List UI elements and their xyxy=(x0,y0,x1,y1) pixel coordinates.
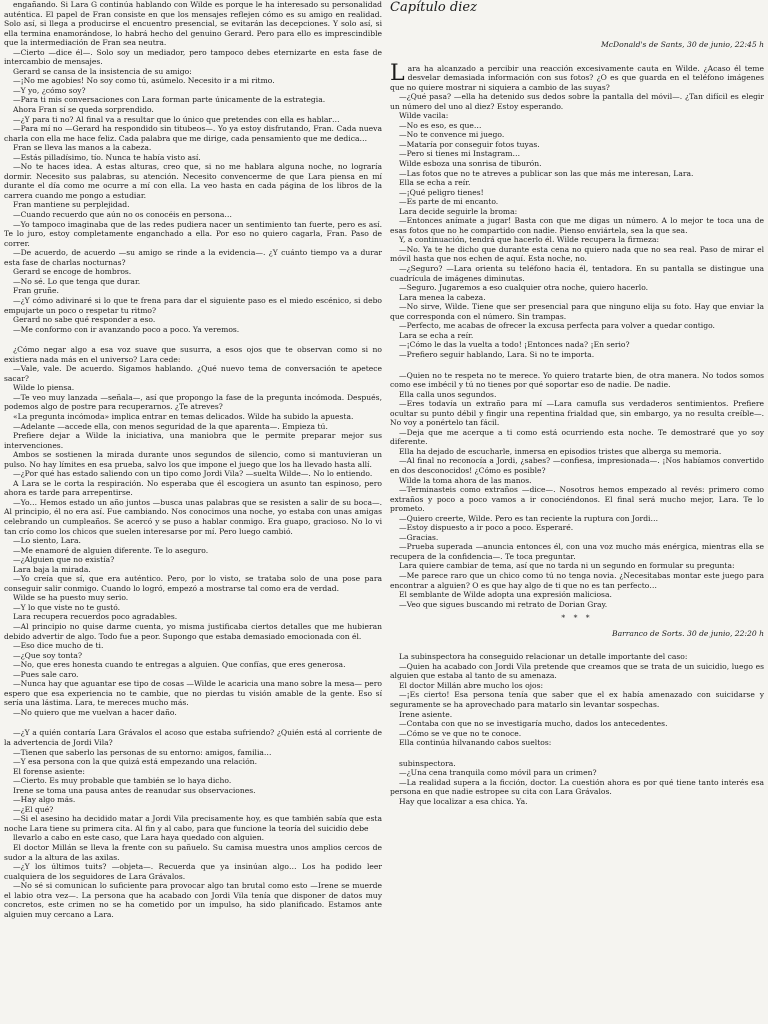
paragraph: Ella ha dejado de escucharle, inmersa en episodios tristes que alberga su memoria. xyxy=(399,446,722,456)
paragraph: —¿El qué? xyxy=(13,804,54,814)
paragraph: —De acuerdo, de acuerdo —su amigo se rinde a la evidencia—. ¿Y cuánto tiempo va a durar esta fase de charlas nocturnas? xyxy=(4,248,382,267)
paragraph: Wilde la toma ahora de las manos. xyxy=(399,475,532,485)
paragraph: —No sé. Lo que tenga que durar. xyxy=(13,276,141,286)
paragraph: —Nunca hay que aguantar ese tipo de cosas —Wilde le acaricia una mano sobre la mesa— pero espero que esa experiencia no te cambie, que no pierdas tu visión amable de la gente. Eso sí sería una lástima. Lara, te mereces mucho más. xyxy=(4,679,382,708)
paragraph: Ella continúa hilvanando cabos sueltos: xyxy=(399,738,552,748)
section-gap xyxy=(4,717,382,728)
paragraph: Ella se echa a reír. xyxy=(399,178,471,188)
paragraph: —Para ti mis conversaciones con Lara forman parte únicamente de la estrategia. xyxy=(13,95,326,105)
paragraph: —¿Y los últimos tuits? —objeta—. Recuerda que ya insinúan algo… Los ha podido leer cualquiera de los seguidores de Lara Grávalos. xyxy=(4,862,382,881)
paragraph: Gerard se cansa de la insistencia de su amigo: xyxy=(13,66,192,76)
section-gap xyxy=(4,334,382,345)
paragraph: Irene se toma una pausa antes de reanudar sus observaciones. xyxy=(13,785,256,795)
paragraph: —¡No me agobies! No soy como tú, asúmelo. Necesito ir a mi ritmo. xyxy=(13,76,275,86)
paragraph: —Deja que me acerque a ti como está ocurriendo esta noche. Te demostraré que yo soy diferente. xyxy=(390,427,764,447)
paragraph: El doctor Millán abre mucho los ojos: xyxy=(399,680,544,690)
paragraph: —No sé si comunican lo suficiente para provocar algo tan brutal como esto —Irene se muerde el labio otra vez—. La persona que ha acabado con Jordi Vila tenía que disponer de datos muy concretos, este crimen no se ha cometido por un impulso, ha sido planificado. Estamos ante alguien muy cercano a Lara. xyxy=(4,881,382,919)
paragraph: —Pues sale caro. xyxy=(13,669,79,679)
paragraph: —Al principio no quise darme cuenta, yo misma justificaba ciertos detalles que me hubieran debido advertir de algo. Todo fue a peor. Supongo que estaba demasiado emocionada con él. xyxy=(4,622,382,641)
paragraph: —Contaba con que no se investigaría mucho, dados los antecedentes. xyxy=(399,719,668,729)
paragraph: —¡Cómo le das la vuelta a todo! ¡Entonces nada? ¡En serio? xyxy=(399,340,630,350)
paragraph: —Hay algo más. xyxy=(13,795,76,805)
paragraph: Fran gruñe. xyxy=(13,286,59,296)
paragraph: Fran se lleva las manos a la cabeza. xyxy=(13,143,152,153)
paragraph: —Eres todavía un extraño para mí —Lara camufla sus verdaderos sentimientos. Prefiere ocultar su punto débil y fingir una repentina frialdad que, sin embargo, ya no resulta creíble—. No voy a ponértelo tan fácil. xyxy=(390,399,764,428)
paragraph: —Es parte de mi encanto. xyxy=(399,197,499,207)
paragraph: —¿Y cómo adivinaré si lo que te frena para dar el siguiente paso es el miedo escénico, si debo empujarte un poco o respetar tu ritmo? xyxy=(4,295,382,315)
scene-location-heading-2: Barranco de Sorts. 30 de junio, 22:20 h xyxy=(612,628,764,638)
paragraph: —No te haces idea. A estas alturas, creo que, si no me hablara alguna noche, no lograría dormir. Necesito sus palabras, su atención. Necesito convencerme de que Lara piensa en mí durante el día como me ocurre a mí con ella. La veo hasta en cada página de los libros de la carrera cuando me pongo a estudiar. xyxy=(4,162,382,200)
paragraph: —Quiero creerte, Wilde. Pero es tan reciente la ruptura con Jordi… xyxy=(399,513,659,523)
paragraph: Lara menea la cabeza. xyxy=(399,292,486,302)
paragraph: —Terminasteis como extraños —dice—. Nosotros hemos empezado al revés: primero como extraños y poco a poco vamos a ir conociéndonos. El final será mucho mejor, Lara. Te lo prometo. xyxy=(390,485,764,514)
paragraph: —Te veo muy lanzada —señala—, así que propongo la fase de la pregunta incómoda. Después, podemos algo de postre para recuperarnos. ¿Te atreves? xyxy=(4,392,382,412)
scene-location-heading: McDonald's de Sants, 30 de junio, 22:45 h xyxy=(601,40,764,49)
section-gap xyxy=(390,748,764,759)
paragraph: —Si el asesino ha decidido matar a Jordi Vila precisamente hoy, es que también sabía que esta noche Lara tiene su primera cita. Al fin y al cabo, para que funcione la teoría del suicidio debe xyxy=(4,814,382,833)
paragraph: —Al final no reconocía a Jordi, ¿sabes? —confiesa, impresionada—. ¡Nos habíamos convertido en dos desconocidos! ¿Cómo es posible? xyxy=(390,456,764,475)
paragraph: —Eso dice mucho de ti. xyxy=(13,641,104,651)
paragraph: —Perfecto, me acabas de ofrecer la excusa perfecta para volver a quedar contigo. xyxy=(399,321,715,331)
paragraph: El semblante de Wilde adopta una expresión maliciosa. xyxy=(399,590,612,600)
paragraph: Wilde vacila: xyxy=(399,111,449,121)
paragraph: subinspectora. xyxy=(399,758,456,768)
paragraph: —Me enamoré de alguien diferente. Te lo aseguro. xyxy=(13,545,209,555)
paragraph: —Yo creía que sí, que era auténtico. Pero, por lo visto, se trataba solo de una pose para conseguir salir conmigo. Cuando lo logró, empezó a mostrarse tal como era de verdad. xyxy=(4,574,382,593)
paragraph: —Lo siento, Lara. xyxy=(13,536,81,546)
paragraph: —¿Alguien que no existía? xyxy=(13,555,115,565)
paragraph: Ahora Fran sí se queda sorprendido. xyxy=(13,105,154,115)
paragraph: —Gracias. xyxy=(399,532,439,542)
paragraph: —¿Seguro? —Lara orienta su teléfono hacia él, tentadora. En su pantalla se distingue una cuadrícula de imágenes diminutas. xyxy=(390,264,764,283)
paragraph: Ella calla unos segundos. xyxy=(399,389,497,399)
paragraph: Wilde se ha puesto muy serio. xyxy=(13,593,129,603)
paragraph: —Quien ha acabado con Jordi Vila pretende que creamos que se trata de un suicidio, luego es alguien que estaba al tanto de su amenaza. xyxy=(390,661,764,681)
paragraph: —Me conformo con ir avanzando poco a poco. Ya veremos. xyxy=(13,324,240,334)
paragraph: —¿Qué pasa? —ella ha detenido sus dedos sobre la pantalla del móvil—. ¿Tan difícil es elegir un número del uno al diez? Estoy esperando. xyxy=(390,92,764,111)
paragraph: Lara baja la mirada. xyxy=(13,564,91,574)
paragraph: —Estoy dispuesto a ir poco a poco. Esperaré. xyxy=(399,523,574,533)
paragraph: —Yo tampoco imaginaba que de las redes pudiera nacer un sentimiento tan fuerte, pero es así. Te lo juro, estoy completamente enganchado a ella. Por eso no quiero cagarla, Fran. Paso de correr. xyxy=(4,219,382,248)
paragraph: Ambos se sostienen la mirada durante unos segundos de silencio, como si mantuvieran un pulso. No hay límites en esa prueba, salvo los que impone el juego que los ha llevado hasta allí. xyxy=(4,450,382,469)
paragraph: Wilde lo piensa. xyxy=(13,383,75,393)
paragraph: —Cuando recuerdo que aún no os conocéis en persona… xyxy=(13,210,232,220)
paragraph: —No te convence mi juego. xyxy=(399,130,505,140)
paragraph: Gerard no sabe qué responder a eso. xyxy=(13,315,156,325)
paragraph: Wilde esboza una sonrisa de tiburón. xyxy=(399,159,542,169)
right-block-4 xyxy=(390,759,764,807)
paragraph: —Estás pilladísimo, tío. Nunca te había visto así. xyxy=(13,152,201,162)
chapter-title: Capítulo diez xyxy=(390,0,477,15)
right-column xyxy=(390,0,764,806)
paragraph: —Las fotos que no te atreves a publicar son las que más me interesan, Lara. xyxy=(399,168,694,178)
right-block-3 xyxy=(390,652,764,747)
paragraph: —No es eso, es que… xyxy=(399,120,482,130)
paragraph: —Me parece raro que un chico como tú no tenga novia. ¿Necesitabas montar este juego para encontrar a alguien? O es que hay algo de ti que no es tan perfecto… xyxy=(390,570,764,590)
paragraph: Lara recupera recuerdos poco agradables. xyxy=(13,612,178,622)
paragraph: —Adelante —accede ella, con menos seguridad de la que aparenta—. Empieza tú. xyxy=(13,421,328,431)
paragraph: —Yo… Hemos estado un año juntos —busca unas palabras que se resisten a salir de su boca—. Al principio, él no era así. Fue cambiando. Nos conocimos una noche, yo estaba con unas amigas celebrando un cumpleaños. Se acercó y se puso a hablar conmigo. Era guapo, gracioso. No lo vi tan crío como los chicos que suelen interesarse por mí. Pero luego cambió. xyxy=(4,497,382,536)
paragraph: —Y esa persona con la que quizá está empezando una relación. xyxy=(13,757,257,767)
paragraph: —¿Y para ti no? Al final va a resultar que lo único que pretendes con ella es hablar… xyxy=(13,114,340,124)
paragraph: A Lara se le corta la respiración. No esperaba que él escogiera un asunto tan espinoso, pero ahora es tarde para arrepentirse. xyxy=(4,478,382,498)
opening-paragraph xyxy=(390,60,764,93)
paragraph: ¿Cómo negar algo a esa voz suave que susurra, a esos ojos que te observan como si no existiera nada más en el universo? Lara cede: xyxy=(4,345,382,364)
paragraph: —No. Ya te he dicho que durante esta cena no quiero nada que no sea real. Paso de mirar el móvil hasta que nos echen de aquí. Esta noche, no. xyxy=(390,244,764,264)
paragraph: —Cierto —dice él—. Solo soy un mediador, pero tampoco debes eternizarte en esta fase de intercambio de mensajes. xyxy=(4,47,382,67)
paragraph: El forense asiente: xyxy=(13,766,85,776)
paragraph: —Y yo, ¿cómo soy? xyxy=(13,85,86,95)
paragraph: —¿Y a quién contaría Lara Grávalos el acoso que estaba sufriendo? ¿Quién está al corriente de la advertencia de Jordi Vila? xyxy=(4,728,382,748)
paragraph: —Mataría por conseguir fotos tuyas. xyxy=(399,139,540,149)
right-block-2 xyxy=(390,371,764,610)
paragraph: —Entonces anímate a jugar! Basta con que me digas un número. A lo mejor te toca una de esas fotos que no he compartido con nadie. Pienso enviártela, sea la que sea. xyxy=(390,216,764,235)
paragraph: —No sirve, Wilde. Tiene que ser presencial para que ninguno elija su foto. Hay que enviar la que corresponda con el número. Sin trampas. xyxy=(390,302,764,321)
left-block-2 xyxy=(4,345,382,717)
paragraph: «La pregunta incómoda» implica entrar en temas delicados. Wilde ha subido la apuesta. xyxy=(13,411,354,421)
paragraph: —Cierto. Es muy probable que también se lo haya dicho. xyxy=(13,776,232,786)
paragraph: —Veo que sigues buscando mi retrato de Dorian Gray. xyxy=(399,599,608,609)
drop-cap: L xyxy=(390,60,405,86)
left-block-1 xyxy=(4,0,382,334)
paragraph: —Cómo se ve que no te conoce. xyxy=(399,728,522,738)
paragraph: —La realidad supera a la ficción, doctor. La cuestión ahora es por qué tiene tanto interés esa persona en que nadie estropee su cita con Lara Grávalos. xyxy=(390,777,764,797)
paragraph: Irene asiente. xyxy=(399,709,453,719)
paragraph: —Pero si tienes mi Instagram… xyxy=(399,149,521,159)
paragraph: —Prefiero seguir hablando, Lara. Si no te importa. xyxy=(399,349,595,359)
paragraph: engañando. Si Lara G continúa hablando con Wilde es porque le ha interesado su personalidad auténtica. El papel de Fran consiste en que los mensajes reflejen cómo es su amigo en realidad. Solo así, si llega a producirse el encuentro presencial, se evitarán las decepciones. Y solo así, si ella termina enamorándose, lo habrá hecho del genuino Gerard. Pero para ello es imprescindible que la intermediación de Fran sea neutra. xyxy=(4,0,382,48)
left-block-3 xyxy=(4,728,382,919)
paragraph: Hay que localizar a esa chica. Ya. xyxy=(399,796,528,806)
paragraph: Lara quiere cambiar de tema, así que no tarda ni un segundo en formular su pregunta: xyxy=(399,561,735,571)
paragraph: —Vale, vale. De acuerdo. Sigamos hablando. ¿Qué nuevo tema de conversación te apetece sacar? xyxy=(4,364,382,383)
paragraph: Gerard se encoge de hombros. xyxy=(13,267,132,277)
paragraph: —¿Por qué has estado saliendo con un tipo como Jordi Vila? —suelta Wilde—. No lo entiendo. xyxy=(13,469,373,479)
paragraph: El doctor Millán se lleva la frente con su pañuelo. Su camisa muestra unos amplios cercos de sudor a la altura de las axilas. xyxy=(4,843,382,862)
paragraph: —Tienen que saberlo las personas de su entorno: amigos, familia… xyxy=(13,747,272,757)
paragraph: Y, a continuación, tendrá que hacerlo él. Wilde recupera la firmeza: xyxy=(399,235,660,245)
paragraph: —No, que eres honesta cuando te entregas a alguien. Que confías, que eres generosa. xyxy=(13,660,346,670)
paragraph: Prefiere dejar a Wilde la iniciativa, una maniobra que le permite preparar mejor sus intervenciones. xyxy=(4,431,382,450)
paragraph: —Para mí no —Gerard ha respondido sin titubeos—. Yo ya estoy disfrutando, Fran. Cada nueva charla con ella me hace feliz. Cada palabra que me dirige, cada pensamiento que me dedica… xyxy=(4,124,382,143)
paragraph: llevarlo a cabo en este caso, que Lara haya quedado con alguien. xyxy=(13,833,265,843)
paragraph: —Prueba superada —anuncia entonces él, con una voz mucho más enérgica, mientras ella se recupera de la confidencia—. Te toca preguntar. xyxy=(390,542,764,561)
paragraph: —No quiero que me vuelvan a hacer daño. xyxy=(13,707,177,717)
paragraph: —Seguro. Jugaremos a eso cualquier otra noche, quiero hacerlo. xyxy=(399,283,649,293)
right-block-1 xyxy=(390,92,764,359)
paragraph: La subinspectora ha conseguido relacionar un detalle importante del caso: xyxy=(399,652,688,662)
paragraph: Lara se echa a reír. xyxy=(399,330,474,340)
paragraph: Lara decide seguirle la broma: xyxy=(399,206,518,216)
paragraph: —Y lo que viste no te gustó. xyxy=(13,602,121,612)
paragraph: —¡Es cierto! Esa persona tenía que saber que el ex había amenazado con suicidarse y seguramente se ha aprovechado para matarlo sin levantar sospechas. xyxy=(390,690,764,709)
paragraph: —¡Qué peligro tienes! xyxy=(399,187,484,197)
paragraph: Fran mantiene su perplejidad. xyxy=(13,200,130,210)
paragraph: —Quien no te respeta no te merece. Yo quiero tratarte bien, de otra manera. No todos somos como ese imbécil y tú no tienes por qué soportar eso de nadie. De nadie. xyxy=(390,370,764,390)
section-gap xyxy=(390,360,764,371)
paragraph: —¿Que soy tonta? xyxy=(13,650,83,660)
paragraph: —¿Una cena tranquila como móvil para un crimen? xyxy=(399,768,597,778)
left-column xyxy=(4,0,382,919)
opening-paragraph-text: ara ha alcanzado a percibir una reacción excesivamente cauta en Wilde. ¿Acaso él teme desvelar demasiada información con sus fotos? ¿O es que guarda en el teléfono imágenes que no quiere mostrar ni siquiera a cambio de las suyas? xyxy=(390,63,764,92)
scene-separator: * * * xyxy=(561,613,593,623)
